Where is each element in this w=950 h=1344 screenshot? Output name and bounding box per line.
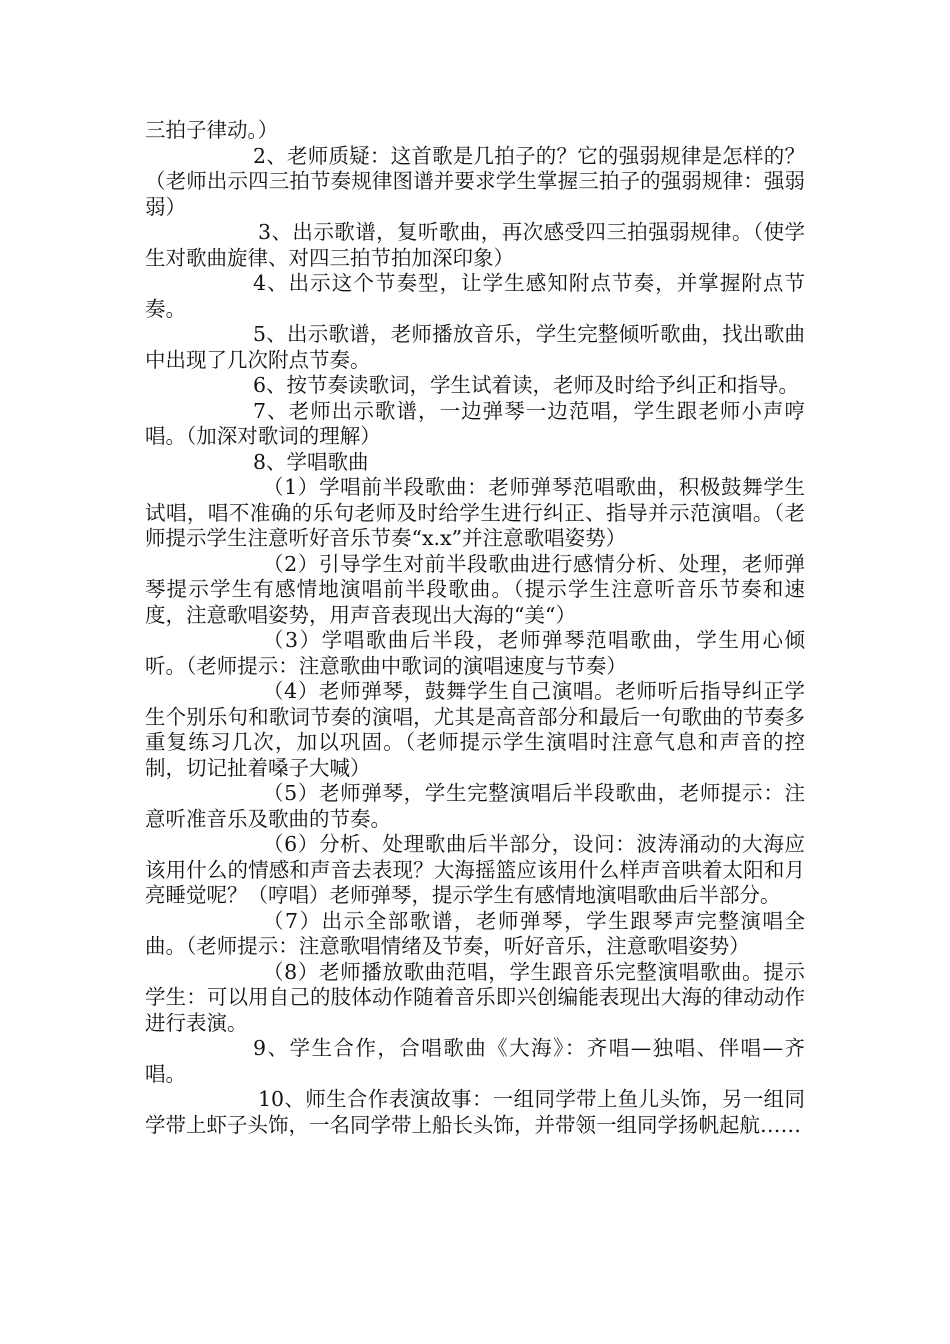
paragraph-step-5: 5、出示歌谱，老师播放音乐，学生完整倾听歌曲，找出歌曲中出现了几次附点节奏。 [145, 322, 805, 372]
paragraph-substep-1: （1）学唱前半段歌曲：老师弹琴范唱歌曲，积极鼓舞学生试唱，唱不准确的乐句老师及时给学生进行纠正、指导并示范演唱。（老师提示学生注意听好音乐节奏“x.x”并注意歌唱姿势） [145, 475, 805, 550]
paragraph-rhythm-end: 三拍子律动。） [145, 118, 279, 142]
document-body [145, 118, 805, 1138]
paragraph-step-4: 4、出示这个节奏型，让学生感知附点节奏，并掌握附点节奏。 [145, 271, 805, 321]
paragraph-substep-2: （2）引导学生对前半段歌曲进行感情分析、处理，老师弹琴提示学生有感情地演唱前半段歌曲。（提示学生注意听音乐节奏和速度，注意歌唱姿势，用声音表现出大海的“美“） [145, 551, 805, 627]
paragraph-substep-3: （3）学唱歌曲后半段，老师弹琴范唱歌曲，学生用心倾听。（老师提示：注意歌曲中歌词的演唱速度与节奏） [145, 628, 805, 678]
paragraph-substep-5: （5）老师弹琴，学生完整演唱后半段歌曲，老师提示：注意听准音乐及歌曲的节奏。 [145, 781, 805, 831]
paragraph-step-9: 9、学生合作，合唱歌曲《大海》：齐唱—独唱、伴唱—齐唱。 [145, 1036, 805, 1086]
paragraph-step-7: 7、老师出示歌谱，一边弹琴一边范唱，学生跟老师小声哼唱。（加深对歌词的理解） [145, 398, 805, 448]
paragraph-substep-8: （8）老师播放歌曲范唱，学生跟音乐完整演唱歌曲。提示学生：可以用自己的肢体动作随着音乐即兴创编能表现出大海的律动动作进行表演。 [145, 959, 805, 1035]
paragraph-substep-4: （4）老师弹琴，鼓舞学生自己演唱。老师听后指导纠正学生个别乐句和歌词节奏的演唱，尤其是高音部分和最后一句歌曲的节奏多重复练习几次，加以巩固。（老师提示学生演唱时注意气息和声音的控制，切记扯着嗓子大喊） [145, 679, 805, 780]
paragraph-step-6: 6、按节奏读歌词，学生试着读，老师及时给予纠正和指导。 [253, 373, 800, 397]
paragraph-step-10: 10、师生合作表演故事：一组同学带上鱼儿头饰，另一组同学带上虾子头饰，一名同学带上船长头饰，并带领一组同学扬帆起航…… [145, 1087, 805, 1137]
paragraph-step-3: 3、出示歌谱，复听歌曲，再次感受四三拍强弱规律。（使学生对歌曲旋律、对四三拍节拍加深印象） [145, 220, 805, 270]
paragraph-step-8: 8、学唱歌曲 [253, 449, 369, 474]
paragraph-substep-6: （6）分析、处理歌曲后半部分，设问：波涛涌动的大海应该用什么的情感和声音去表现？大海摇篮应该用什么样声音哄着太阳和月亮睡觉呢？（哼唱）老师弹琴，提示学生有感情地演唱歌曲后半部分。 [145, 832, 805, 907]
paragraph-substep-7: （7）出示全部歌谱，老师弹琴，学生跟琴声完整演唱全曲。（老师提示：注意歌唱情绪及节奏，听好音乐，注意歌唱姿势） [145, 908, 805, 958]
paragraph-step-2: 2、老师质疑：这首歌是几拍子的？它的强弱规律是怎样的？（老师出示四三拍节奏规律图谱并要求学生掌握三拍子的强弱规律：强弱弱） [145, 143, 805, 219]
